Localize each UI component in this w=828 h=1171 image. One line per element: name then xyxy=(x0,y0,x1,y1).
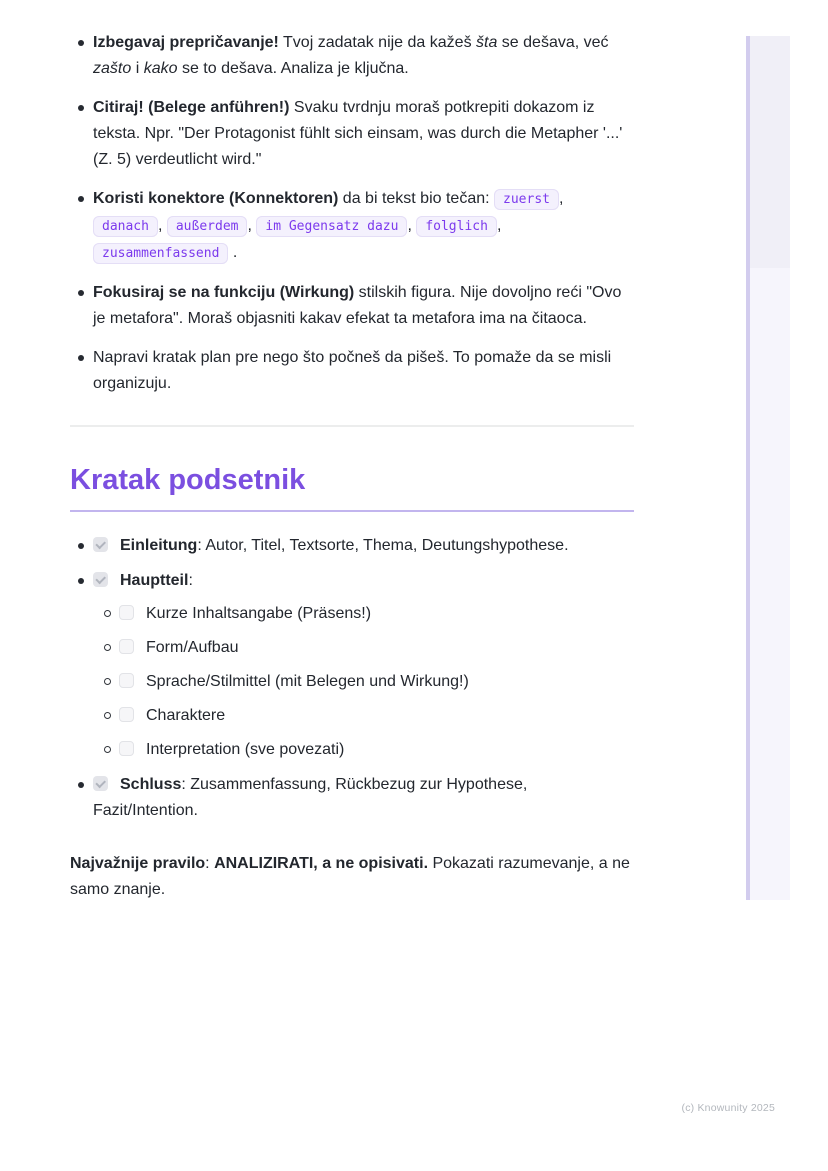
connector-tag: folglich xyxy=(416,216,497,237)
checkbox-icon[interactable] xyxy=(93,776,108,791)
sub-item-label: Interpretation (sve povezati) xyxy=(146,741,345,758)
bullet-dot-icon xyxy=(78,782,84,788)
connector-tag: zusammenfassend xyxy=(93,243,228,264)
tip-text xyxy=(93,284,621,327)
text-segment: : xyxy=(205,855,215,872)
text-segment: , xyxy=(407,217,417,234)
tip-text xyxy=(93,190,563,261)
text-segment: kako xyxy=(143,60,178,77)
circle-bullet-icon xyxy=(104,644,111,651)
section-heading: Kratak podsetnik xyxy=(70,463,634,512)
text-segment: Citiraj! (Belege anführen!) xyxy=(93,99,290,116)
tip-item xyxy=(70,280,634,332)
text-segment: da bi tekst bio tečan: xyxy=(338,190,495,207)
tip-item xyxy=(70,95,634,173)
bullet-dot-icon xyxy=(78,196,84,202)
text-segment: Einleitung xyxy=(120,537,198,554)
tips-list xyxy=(70,30,634,397)
text-segment: i xyxy=(131,60,144,77)
circle-bullet-icon xyxy=(104,610,111,617)
connector-tag: zuerst xyxy=(494,189,559,210)
sub-checklist-item xyxy=(119,635,634,661)
section-divider xyxy=(70,425,634,427)
circle-bullet-icon xyxy=(104,746,111,753)
checklist-item-label xyxy=(93,776,527,819)
text-segment: stilskih figura. Nije dovoljno reći "Ovo je metafora". Moraš objasniti kakav efekat ta metafora ima na čitaoca. xyxy=(93,284,622,327)
connector-tag: im Gegensatz dazu xyxy=(256,216,407,237)
tip-text xyxy=(93,99,622,168)
checklist-item-label xyxy=(120,572,193,589)
bullet-dot-icon xyxy=(78,355,84,361)
text-segment: : Zusammenfassung, Rückbezug zur Hypothese, Fazit/Intention. xyxy=(93,776,528,819)
checkbox-icon[interactable] xyxy=(93,572,108,587)
text-segment: se dešava, već xyxy=(497,34,609,51)
sub-item-label: Kurze Inhaltsangabe (Präsens!) xyxy=(146,605,372,622)
checkbox-icon[interactable] xyxy=(119,673,134,688)
text-segment: Schluss xyxy=(120,776,182,793)
bullet-dot-icon xyxy=(78,40,84,46)
text-segment: : Autor, Titel, Textsorte, Thema, Deutungshypothese. xyxy=(197,537,569,554)
text-segment: , xyxy=(496,217,502,234)
checklist-item xyxy=(70,533,634,559)
bullet-dot-icon xyxy=(78,543,84,549)
closing-paragraph xyxy=(70,851,634,903)
sub-checklist xyxy=(119,601,634,763)
text-segment: Fokusiraj se na funkciju (Wirkung) xyxy=(93,284,355,301)
checklist-item-label xyxy=(120,537,569,554)
footer-copyright: (c) Knowunity 2025 xyxy=(681,1102,775,1114)
bullet-dot-icon xyxy=(78,290,84,296)
tip-text xyxy=(93,349,611,392)
sub-item-label: Form/Aufbau xyxy=(146,639,239,656)
tip-item xyxy=(70,345,634,397)
connector-tag: danach xyxy=(93,216,158,237)
text-segment: Svaku tvrdnju moraš potkrepiti dokazom iz teksta. Npr. "Der Protagonist fühlt sich einsam, was durch die Metapher '...' (Z. 5) verdeutlicht wird." xyxy=(93,99,623,168)
tip-text xyxy=(93,34,609,77)
checkbox-icon[interactable] xyxy=(119,639,134,654)
checkbox-icon[interactable] xyxy=(119,605,134,620)
scrollbar-thumb[interactable] xyxy=(750,36,790,268)
sub-checklist-item xyxy=(119,703,634,729)
text-segment: Pokazati razumevanje, a ne samo znanje. xyxy=(70,855,630,898)
circle-bullet-icon xyxy=(104,678,111,685)
bullet-dot-icon xyxy=(78,105,84,111)
text-segment: ANALIZIRATI, a ne opisivati. xyxy=(214,855,429,872)
sub-checklist-item xyxy=(119,601,634,627)
text-segment: se to dešava. Analiza je ključna. xyxy=(177,60,409,77)
tip-item xyxy=(70,186,634,267)
text-segment: Hauptteil xyxy=(120,572,189,589)
text-segment: Napravi kratak plan pre nego što počneš da pišeš. To pomaže da se misli organizuju. xyxy=(93,349,612,392)
text-segment: šta xyxy=(476,34,498,51)
checkbox-icon[interactable] xyxy=(119,707,134,722)
text-segment: zašto xyxy=(93,60,132,77)
text-segment: . xyxy=(228,244,238,261)
connector-tag: außerdem xyxy=(167,216,248,237)
scrollbar-track[interactable] xyxy=(746,36,790,900)
text-segment: , xyxy=(558,190,564,207)
text-segment: , xyxy=(157,217,167,234)
text-segment: Koristi konektore (Konnektoren) xyxy=(93,190,339,207)
text-segment: : xyxy=(188,572,193,589)
content-column xyxy=(70,30,634,903)
sub-checklist-item xyxy=(119,737,634,763)
checkbox-icon[interactable] xyxy=(119,741,134,756)
checklist-item xyxy=(70,568,634,763)
tip-item xyxy=(70,30,634,82)
bullet-dot-icon xyxy=(78,578,84,584)
checklist-item xyxy=(70,772,634,824)
text-segment: Tvoj zadatak nije da kažeš xyxy=(278,34,477,51)
sub-item-label: Charaktere xyxy=(146,707,226,724)
checklist xyxy=(70,533,634,824)
sub-item-label: Sprache/Stilmittel (mit Belegen und Wirkung!) xyxy=(146,673,469,690)
sub-checklist-item xyxy=(119,669,634,695)
text-segment: , xyxy=(247,217,257,234)
text-segment: Izbegavaj prepričavanje! xyxy=(93,34,279,51)
checkbox-icon[interactable] xyxy=(93,537,108,552)
text-segment: Najvažnije pravilo xyxy=(70,855,206,872)
circle-bullet-icon xyxy=(104,712,111,719)
